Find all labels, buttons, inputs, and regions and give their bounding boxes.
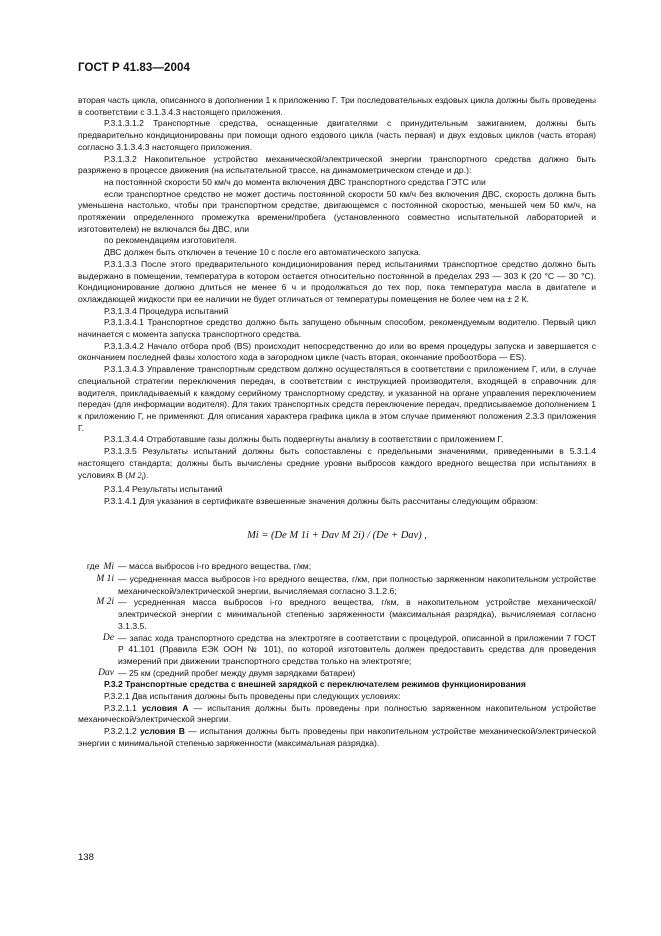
- definition-symbol: M 2i: [96, 597, 114, 608]
- paragraph: по рекомендациям изготовителя.: [104, 235, 237, 246]
- inline-subscript: i: [141, 474, 144, 482]
- paragraph: если транспортное средство не может достичь постоянной скорости 50 км/ч без включения ДВС, скорость должна быть уменьшена настолько, чтобы при транспортном средстве, двигающемся с постоянной скоростью, меньшей чем 50 км/ч, на протяжении определенного промежутка времени/пробега (установленного совместно испытательной лабораторией и изготовителем) не включался бы ДВС, или: [78, 188, 596, 234]
- clause-number: Р.3.2.1.2: [104, 726, 137, 737]
- definition-text: — масса выбросов i-го вредного вещества, г/км;: [118, 561, 312, 572]
- formula-definitions: [78, 561, 596, 679]
- paragraph: Р.3.1.3.4.3 Управление транспортным средством должно осуществляться в соответствии с приложением Г, или, в случае специальной стратегии переключения передач, в соответствии с инструкцией производителя, входящей в справочник для водителя, прикладываемый к каждому серийному транспортному средству, и указанной на органе управления переключением передач (для информации водителя). Для таких транспортных средств переключение передач, предписываемое дополнением 1 к приложению Г, не применяют. Для описания характера графика цикла в этом случае применяют положения 2.3.3 приложения Г.: [78, 364, 596, 433]
- clause-term: условия А: [141, 702, 189, 713]
- document-header: ГОСТ Р 41.83—2004: [78, 62, 190, 74]
- definition-row: [78, 597, 596, 632]
- definition-text: — 25 км (средний пробег между двумя зарядками батареи): [118, 667, 356, 678]
- clause-term: условия В: [139, 726, 185, 737]
- paragraph: Р.3.1.3.2 Накопительное устройство механической/электрической энергии транспортного средства должно быть разряжено в процессе движения (на испытательной трассе, на динамометрическом стенде и др.):: [78, 153, 596, 176]
- paragraph: ДВС должен быть отключен в течение 10 с после его автоматического запуска.: [104, 247, 422, 258]
- definition-text: — запас хода транспортного средства на электротяге в соответствии с процедурой, описанной в приложении 7 ГОСТ Р 41.101 (Правила ЕЭК ООН № 101), по которой изготовитель должен предоставить средства для проведения измерений при движении транспортного средства только на электротяге;: [118, 632, 596, 666]
- weighted-mass-formula: Mi = (De M 1i + Dav M 2i) / (De + Dav) ,: [247, 529, 427, 541]
- definition-row: [78, 574, 596, 597]
- paragraph-text: — испытания должны быть проведены при полностью заряженном накопительном устройстве механической/электрической энергии.: [78, 702, 596, 725]
- paragraph: Р.3.2.1 Два испытания должны быть проведены при следующих условиях:: [104, 691, 401, 702]
- definition-row: [78, 561, 596, 574]
- paragraph: Р.3.1.3.4.4 Отработавшие газы должны быть подвергнуты анализу в соответствии с приложением Г.: [104, 434, 504, 445]
- section-heading: Р.3.2 Транспортные средства с внешней зарядкой с переключателем режимов функционирования: [104, 679, 526, 690]
- clause-number: Р.3.2.1.1: [104, 702, 137, 713]
- definition-symbol: M 1i: [96, 574, 114, 585]
- paragraph: вторая часть цикла, описанного в дополнении 1 к приложению Г. Три последовательных ездовых цикла должны быть проведены в соответствии с 3.1.3.4.3 настоящего приложения.: [78, 95, 596, 117]
- definition-text: — усредненная масса выбросов i-го вредного вещества, г/км, при полностью заряженном накопительном устройстве механической/электрической энергии, вычисляемая согласно 3.1.2.6;: [118, 574, 596, 596]
- document-body: [78, 95, 596, 750]
- subsection-heading: Р.3.1.4 Результаты испытаний: [104, 484, 223, 495]
- paragraph: Р.3.1.3.3 После этого предварительного кондиционирования перед испытаниями транспортное средство должно быть выдержано в помещении, температура в котором остается относительно постоянной в пределах 293 — 303 К (20 °С — 30 °С). Кондиционирование должно длиться не менее 6 ч и продолжаться до тех пор, пока температура масла в двигателе и охлаждающей жидкости при ее наличии не будет отличаться от температуры помещения не более чем на ± 2 К.: [78, 258, 596, 304]
- definition-symbol: Dav: [98, 667, 114, 678]
- paragraph: Р.3.1.3.1.2 Транспортные средства, оснащенные двигателями с принудительным зажиганием, должны быть предварительно кондиционированы при помощи одного ездового цикла (часть первая) и двух ездовых циклов (часть вторая) согласно 3.1.3.4.3 настоящего приложения.: [78, 118, 596, 152]
- definition-symbol: De: [102, 632, 114, 643]
- subsection-heading: Р.3.1.3.4 Процедура испытаний: [104, 305, 229, 316]
- paragraph-text: ).: [143, 469, 149, 480]
- paragraph: [78, 446, 596, 484]
- paragraph: Р.3.1.3.4.2 Начало отбора проб (BS) происходит непосредственно до или во время процедуры запуска и завершается с окончанием последней фазы холостого хода в загородном цикле (часть вторая, окончание пробоотбора — ES).: [78, 340, 596, 363]
- where-label: где: [86, 561, 100, 572]
- definition-text: — усредненная масса выбросов i-го вредного вещества, г/км, в накопительном устройстве механической/электрической энергии с минимальной степенью заряженности (максимальная разрядка), вычисляемая согласно 3.1.3.5.: [118, 597, 596, 631]
- paragraph: [78, 703, 596, 726]
- paragraph-text: Р.3.1.3.5 Результаты испытаний должны быть сопоставлены с предельными значениями, приведенными в 5.3.1.4 настоящего стандарта; должны быть вычислены средние уровни выбросов каждого вредного вещества при испытаниях в условиях В (: [78, 446, 596, 480]
- paragraph: Р.3.1.3.4.1 Транспортное средство должно быть запущено обычным способом, рекомендуемым водителю. Первый цикл начинается с момента запуска транспортного средства.: [78, 317, 596, 340]
- paragraph: Р.3.1.4.1 Для указания в сертификате взвешенные значения должны быть рассчитаны следующим образом:: [104, 495, 539, 506]
- inline-symbol: M 2: [128, 469, 142, 480]
- definition-symbol: Mi: [103, 562, 114, 573]
- paragraph: [78, 726, 596, 749]
- paragraph: на постоянной скорости 50 км/ч до момента включения ДВС транспортного средства ГЭТС или: [104, 176, 486, 187]
- paragraph-text: — испытания должны быть проведены при накопительном устройстве механической/электрической энергии с минимальной степенью заряженности (максимальная разрядка).: [78, 726, 596, 748]
- definition-row: [78, 633, 596, 668]
- definition-row: [78, 668, 596, 680]
- page-number: 138: [78, 852, 94, 863]
